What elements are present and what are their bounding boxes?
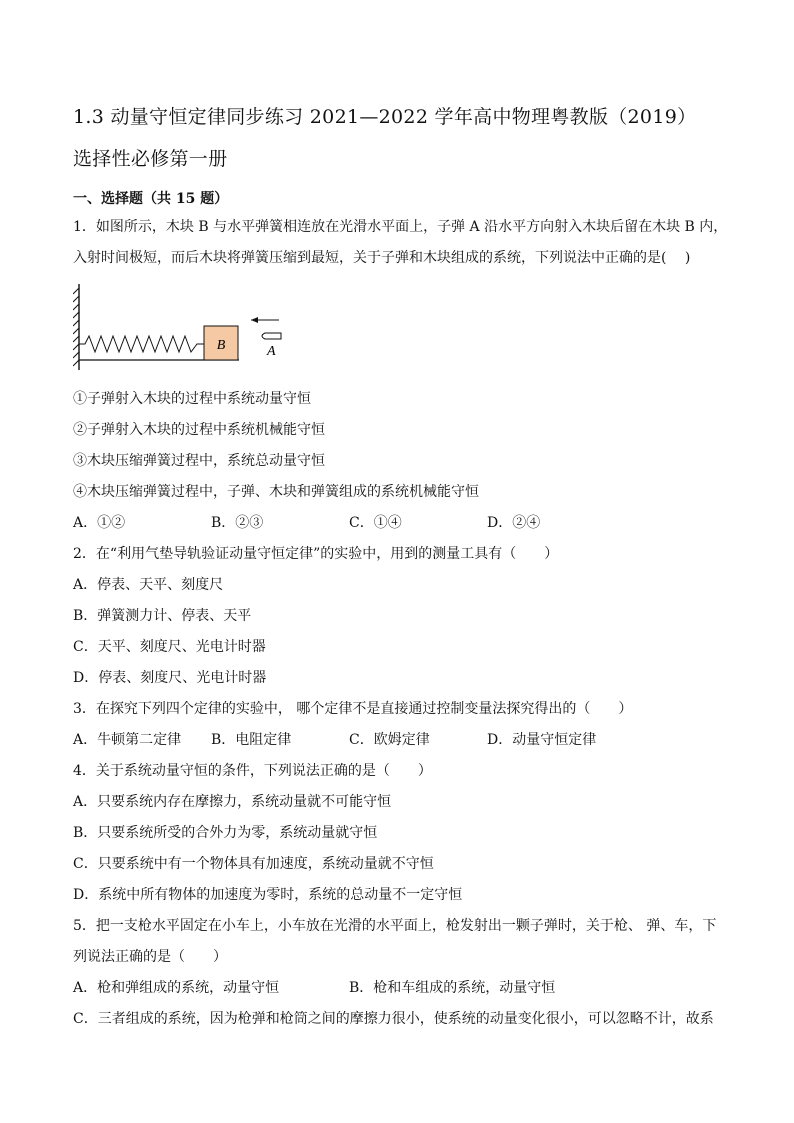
q5-stem-line-2: 列说法正确的是（ ） [73,949,227,965]
q2-option-b: B．弹簧测力计、停表、天平 [73,608,252,624]
q3-options [73,725,723,756]
bullet-a [262,333,281,339]
q5-option-c: C．三者组成的系统，因为枪弹和枪筒之间的摩擦力很小，使系统的动量变化很小，可以忽略不计，故系 [73,1011,714,1027]
q2-option-d: D．停表、刻度尺、光电计时器 [73,670,267,686]
q2-option-a: A．停表、天平、刻度尺 [73,577,224,593]
arrow-head [251,317,258,323]
q3-option-b: B．电阻定律 [211,732,292,748]
wall-hatching [73,288,79,366]
q3-option-c: C．欧姆定律 [349,732,430,748]
q4-option-c: C．只要系统中有一个物体具有加速度，系统动量就不守恒 [73,856,434,872]
q4-stem: 4．关于系统动量守恒的条件，下列说法正确的是（ ） [73,763,432,779]
bullet-a-label: A [267,344,276,359]
q3-option-d: D．动量守恒定律 [487,732,597,748]
q4-option-b: B．只要系统所受的合外力为零，系统动量就守恒 [73,825,378,841]
q1-stem-line-1: 1．如图所示，木块 B 与水平弹簧相连放在光滑水平面上，子弹 A 沿水平方向射入木块后留在木块 B 内， [73,219,728,235]
q1-figure [73,280,723,380]
q1-stem-line-2: 入射时间极短，而后木块将弹簧压缩到最短，关于子弹和木块组成的系统，下列说法中正确的是( ) [73,250,691,266]
q1-statement: ①子弹射入木块的过程中系统动量守恒 [73,391,311,407]
q1-options [73,508,723,539]
q2-stem: 2．在“利用气垫导轨验证动量守恒定律”的实验中，用到的测量工具有（ ） [73,546,559,562]
q5-stem-line-1: 5．把一支枪水平固定在小车上，小车放在光滑的水平面上，枪发射出一颗子弹时，关于枪、 弹、车，下 [73,918,717,934]
q4-option-a: A．只要系统内存在摩擦力，系统动量就不可能守恒 [73,794,392,810]
q3-stem: 3．在探究下列四个定律的实验中， 哪个定律不是直接通过控制变量法探究得出的（ ） [73,701,633,717]
q5-option-a: A．枪和弹组成的系统，动量守恒 [73,980,280,996]
q2-option-c: C．天平、刻度尺、光电计时器 [73,639,266,655]
q1-option-b: B．②③ [211,515,264,531]
q1-option-a: A．①② [73,515,126,531]
document-title-line-1: 1.3 动量守恒定律同步练习 2021—2022 学年高中物理粤教版（2019） [73,106,697,128]
spring-block-diagram [73,280,293,380]
q4-option-d: D．系统中所有物体的加速度为零时，系统的总动量不一定守恒 [73,887,463,903]
q1-option-c: C．①④ [349,515,402,531]
worksheet-page [73,96,728,1035]
q5-option-b: B．枪和车组成的系统，动量守恒 [349,980,556,996]
spring [79,336,204,352]
section-heading: 一、选择题（共 15 题） [73,191,229,207]
q1-statement: ②子弹射入木块的过程中系统机械能守恒 [73,422,325,438]
q3-option-a: A．牛顿第二定律 [73,732,182,748]
document-title-line-2: 选择性必修第一册 [73,148,228,170]
q1-statement: ③木块压缩弹簧过程中，系统总动量守恒 [73,453,325,469]
q5-options-ab [73,973,723,1004]
block-b-label: B [216,338,226,353]
q1-option-d: D．②④ [487,515,541,531]
q1-statement: ④木块压缩弹簧过程中，子弹、木块和弹簧组成的系统机械能守恒 [73,484,479,500]
